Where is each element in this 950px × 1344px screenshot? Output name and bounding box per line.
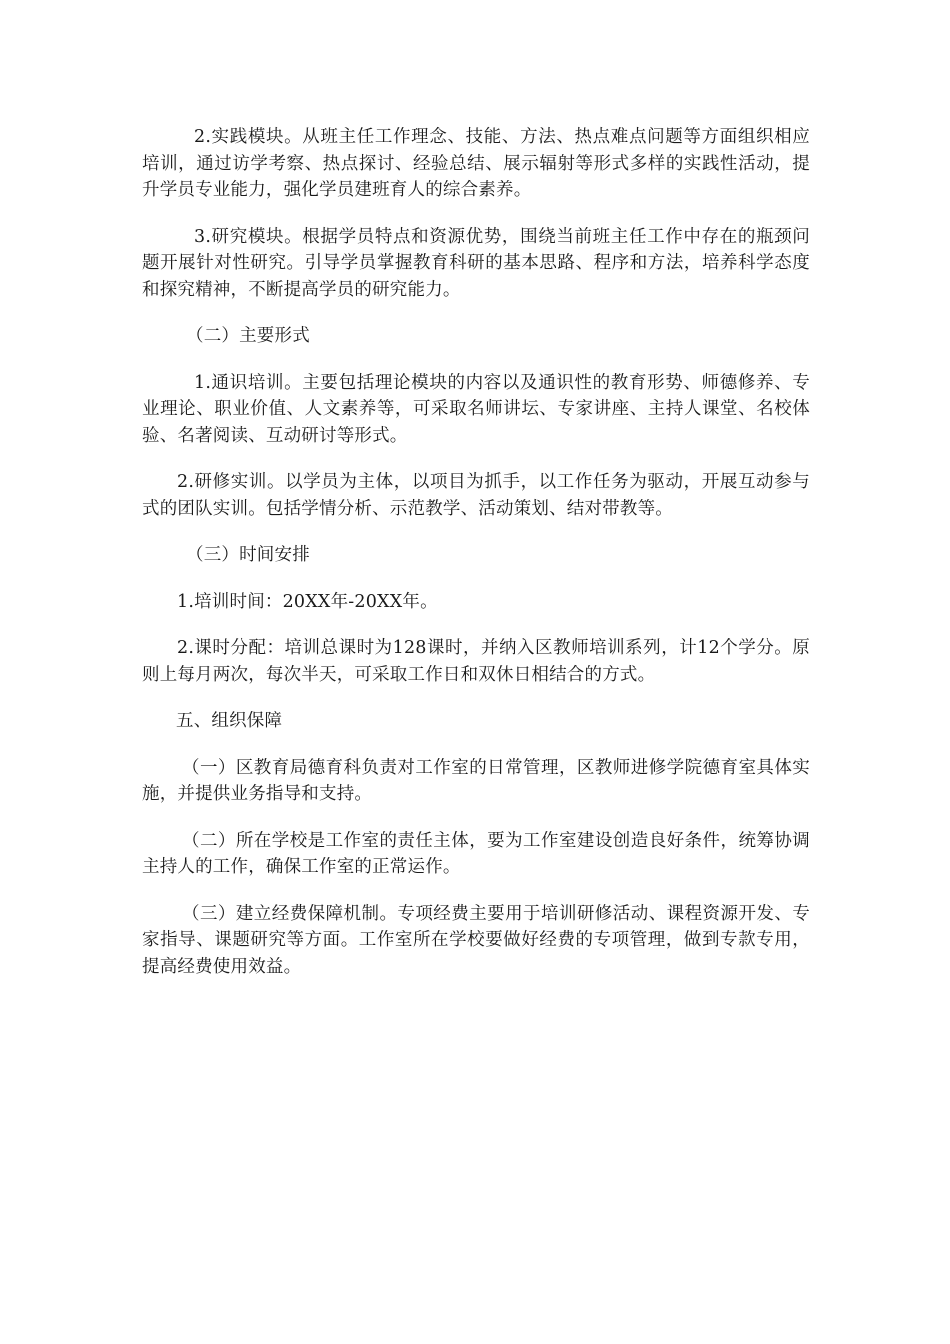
paragraph-school-responsibility: （二）所在学校是工作室的责任主体，要为工作室建设创造良好条件，统筹协调主持人的工作，确保工作室的正常运作。	[142, 830, 810, 877]
paragraph-training-time: 1.培训时间：20XX年-20XX年。	[177, 591, 438, 612]
paragraph-class-hours: 2.课时分配：培训总课时为128课时，并纳入区教师培训系列，计12个学分。原则上每月两次，每次半天，可采取工作日和双休日相结合的方式。	[142, 638, 810, 685]
section-heading-organization: 五、组织保障	[176, 711, 283, 731]
paragraph-research-module: 3.研究模块。根据学员特点和资源优势，围绕当前班主任工作中存在的瓶颈问题开展针对性研究。引导学员掌握教育科研的基本思路、程序和方法，培养科学态度和探究精神，不断提高学员的研究能力。	[142, 226, 810, 300]
paragraph-bureau-management: （一）区教育局德育科负责对工作室的日常管理，区教师进修学院德育室具体实施，并提供业务指导和支持。	[142, 757, 810, 804]
paragraph-funding: （三）建立经费保障机制。专项经费主要用于培训研修活动、课程资源开发、专家指导、课题研究等方面。工作室所在学校要做好经费的专项管理，做到专款专用，提高经费使用效益。	[142, 903, 810, 977]
paragraph-practical-training: 2.研修实训。以学员为主体，以项目为抓手，以工作任务为驱动，开展互动参与式的团队实训。包括学情分析、示范教学、活动策划、结对带教等。	[142, 472, 810, 519]
document-body	[142, 124, 810, 1000]
paragraph-general-training: 1.通识培训。主要包括理论模块的内容以及通识性的教育形势、师德修养、专业理论、职业价值、人文素养等，可采取名师讲坛、专家讲座、主持人课堂、名校体验、名著阅读、互动研讨等形式。	[142, 372, 810, 446]
paragraph-practice-module: 2.实践模块。从班主任工作理念、技能、方法、热点难点问题等方面组织相应培训，通过访学考察、热点探讨、经验总结、展示辐射等形式多样的实践性活动，提升学员专业能力，强化学员建班育人的综合素养。	[142, 127, 810, 200]
section-heading-main-forms: （二）主要形式	[186, 326, 310, 346]
section-heading-schedule: （三）时间安排	[186, 545, 310, 565]
